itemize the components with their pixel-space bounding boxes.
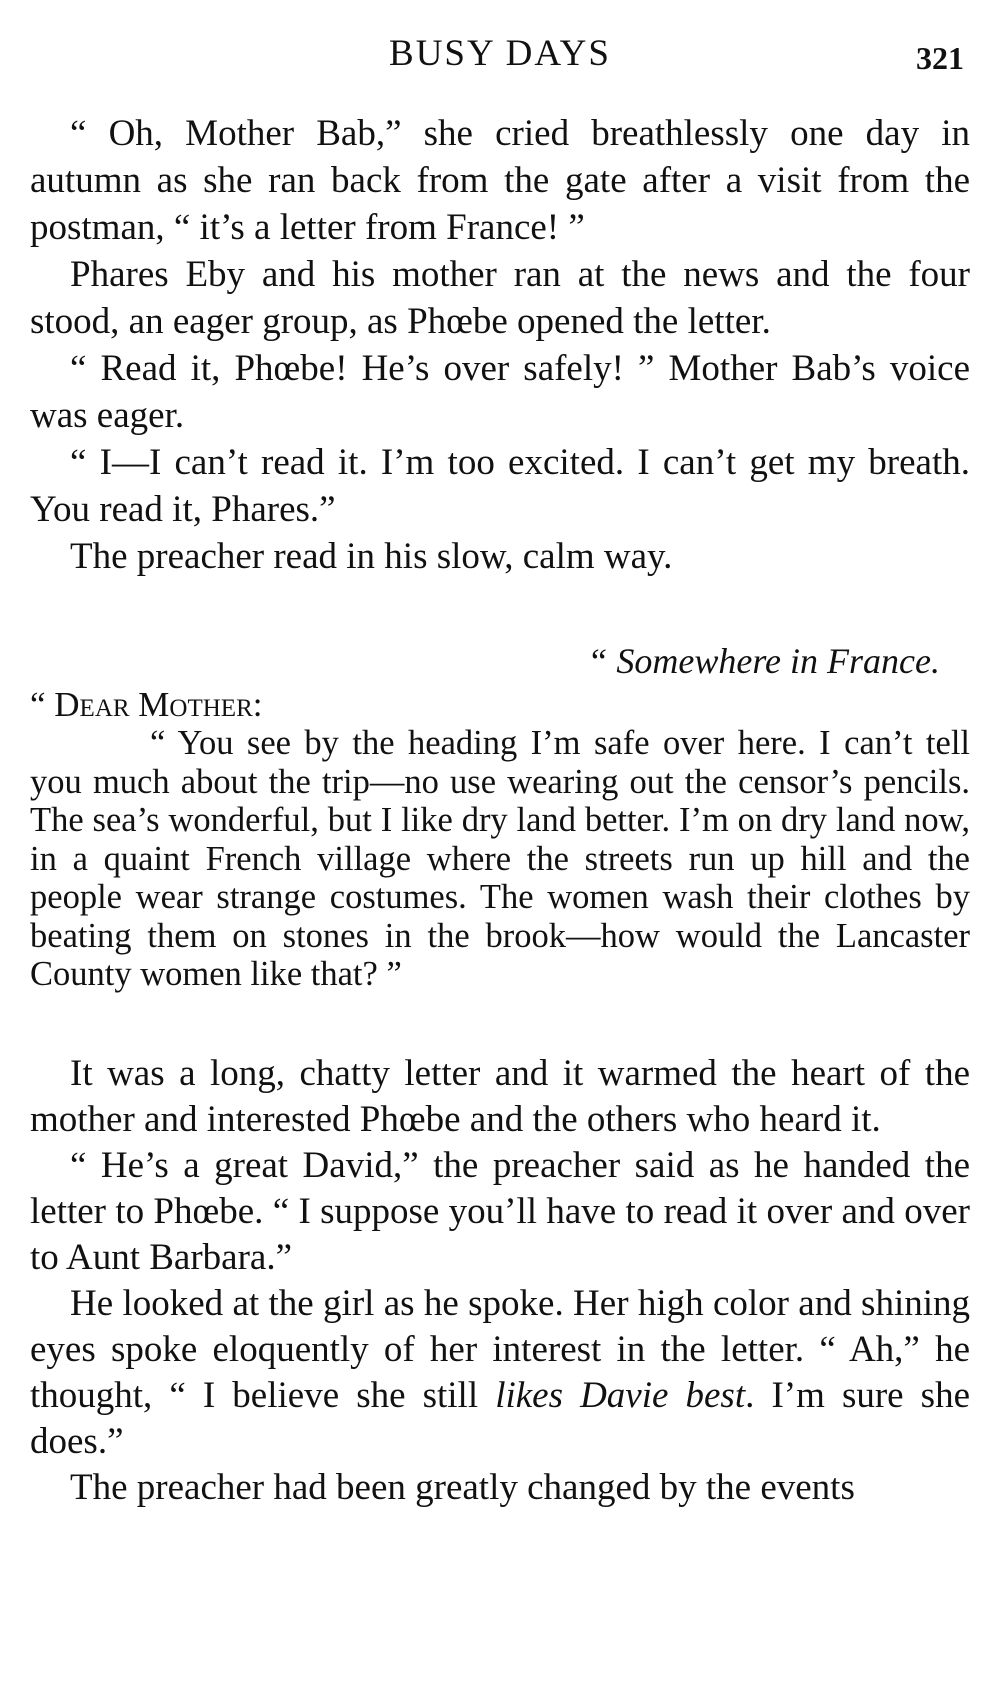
letter-salutation: “ Dear Mother: <box>30 685 263 724</box>
paragraph: “ He’s a great David,” the preacher said as he handed the letter to Phœbe. “ I suppose you’ll have to read it over and over to Aunt Barbara.” <box>30 1144 970 1278</box>
paragraph: Phares Eby and his mother ran at the news and the four stood, an eager group, as Phœbe opened the letter. <box>30 254 970 342</box>
letter-body: “ You see by the heading I’m safe over here. I can’t tell you much about the trip—no use wearing out the censor’s pencils. The sea’s wonderful, but I like dry land better. I’m on dry land now, in a quaint French village where the streets run up hill and the people wear strange costumes. The women wash their clothes by beating them on stones in the brook—how would the Lancaster County women like that? ” <box>30 724 970 993</box>
paragraph: “ Oh, Mother Bab,” she cried breathlessly one day in autumn as she ran back from the gate after a visit from the postman, “ it’s a letter from France! ” <box>30 113 970 248</box>
after-letter-text <box>30 1051 970 1511</box>
paragraph: The preacher read in his slow, calm way. <box>70 536 673 577</box>
page-header <box>30 32 970 82</box>
page-number: 321 <box>916 40 964 76</box>
paragraph-text: . I’m sure she does.” <box>30 1374 970 1462</box>
running-head: BUSY DAYS <box>389 33 611 74</box>
body-text <box>30 110 970 1511</box>
letter-dateline: “ Somewhere in France. <box>587 641 940 681</box>
paragraph: “ I—I can’t read it. I’m too excited. I can’t get my breath. You read it, Phares.” <box>30 442 970 530</box>
italic-phrase: likes Davie best <box>495 1374 746 1416</box>
paragraph: It was a long, chatty letter and it warmed the heart of the mother and interested Phœbe and the others who heard it. <box>30 1052 970 1140</box>
letter-block <box>30 638 970 994</box>
paragraph: “ Read it, Phœbe! He’s over safely! ” Mother Bab’s voice was eager. <box>30 348 970 436</box>
paragraph-with-italics <box>30 1281 970 1465</box>
paragraph-text: He looked at the girl as he spoke. Her high color and shining eyes spoke eloquently of her interest in the letter. “ Ah,” he thought, “ I believe she still <box>30 1282 970 1416</box>
paragraph: The preacher had been greatly changed by the events <box>70 1466 855 1508</box>
